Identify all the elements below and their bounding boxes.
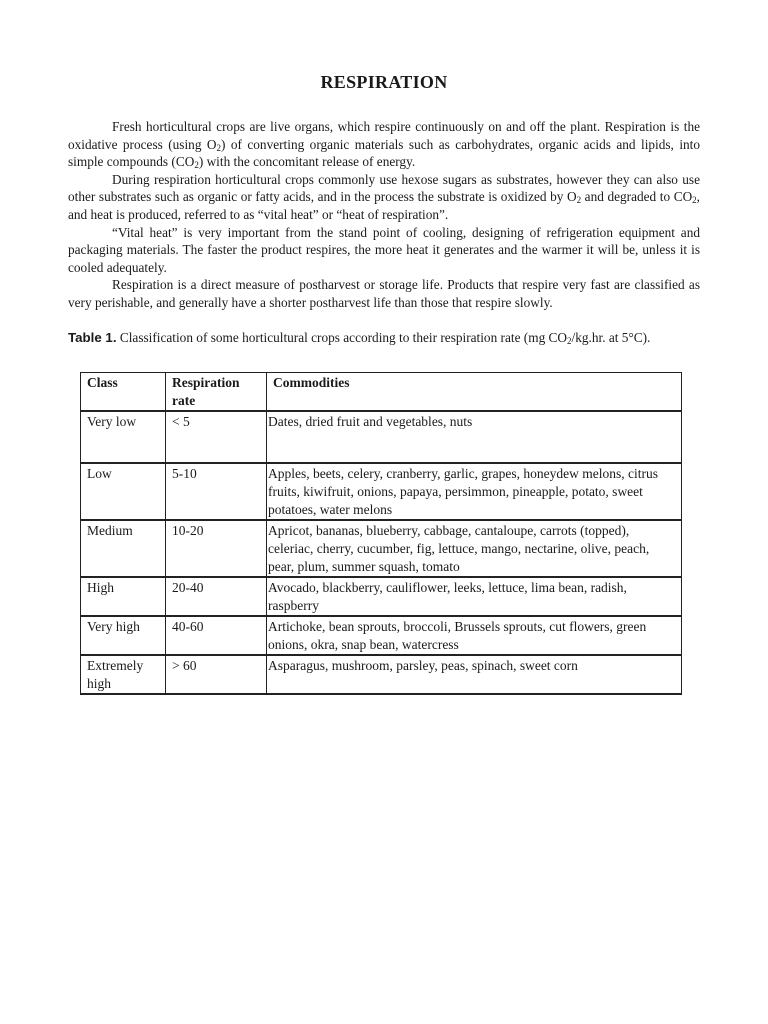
table-row bbox=[81, 520, 682, 577]
table-header-row bbox=[81, 373, 682, 412]
cell-commodities: Dates, dried fruit and vegetables, nuts bbox=[267, 411, 682, 463]
cell-commodities: Apples, beets, celery, cranberry, garlic, grapes, honeydew melons, citrus fruits, kiwifruit, onions, papaya, persimmon, pineapple, potato, sweet potatoes, water melons bbox=[267, 463, 682, 520]
table-row bbox=[81, 463, 682, 520]
table-caption-text: Classification of some horticultural crops according to their respiration rate (mg $CO_2/kg.hr$. at 5°C). bbox=[116, 330, 651, 346]
body-text bbox=[68, 118, 700, 312]
cell-rate: 20-40 bbox=[166, 577, 267, 616]
cell-class: Very high bbox=[81, 616, 166, 655]
cell-rate: 10-20 bbox=[166, 520, 267, 577]
subscript: 2 bbox=[692, 195, 697, 206]
cell-commodities: Asparagus, mushroom, parsley, peas, spinach, sweet corn bbox=[267, 655, 682, 694]
table-row bbox=[81, 411, 682, 463]
paragraph-4: Respiration is a direct measure of postharvest or storage life. Products that respire very fast are classified as very perishable, and generally have a shorter postharvest life than those that respire slowly. bbox=[68, 277, 700, 310]
table-row bbox=[81, 616, 682, 655]
cell-class: Extremely high bbox=[81, 655, 166, 694]
table-caption-label: Table 1. bbox=[68, 330, 117, 345]
cell-class: Medium bbox=[81, 520, 166, 577]
header-class: Class bbox=[81, 373, 166, 412]
cell-rate: > 60 bbox=[166, 655, 267, 694]
cell-commodities: Artichoke, bean sprouts, broccoli, Brussels sprouts, cut flowers, green onions, okra, snap bean, watercress bbox=[267, 616, 682, 655]
page-title: RESPIRATION bbox=[320, 72, 448, 92]
table-caption bbox=[68, 329, 700, 347]
paragraph-1: Fresh horticultural crops are live organs, which respire continuously on and off the plant. Respiration is the oxidative process (using $O_2$) of converting organic materials such as carbohydrates, organic acids and lipids, into simple compounds $(CO_2)$ with the concomitant release of energy. bbox=[68, 119, 701, 171]
header-respiration-rate: Respiration rate bbox=[166, 373, 267, 412]
respiration-table bbox=[80, 372, 682, 695]
subscript: 2 bbox=[194, 160, 199, 171]
cell-class: Low bbox=[81, 463, 166, 520]
cell-class: High bbox=[81, 577, 166, 616]
paragraph-2: During respiration horticultural crops commonly use hexose sugars as substrates, however they can also use other substrates such as organic or fatty acids, and in the process the substrate is oxidized by $O_2$ and degraded to $CO_2$, and heat is produced, referred to as “vital heat” or “heat of respiration”. bbox=[68, 171, 700, 222]
subscript: 2 bbox=[576, 195, 582, 206]
table-row bbox=[81, 655, 682, 694]
cell-commodities: Apricot, bananas, blueberry, cabbage, cantaloupe, carrots (topped), celeriac, cherry, cucumber, fig, lettuce, mango, nectarine, olive, peach, pear, plum, summer squash, tomato bbox=[267, 520, 682, 577]
cell-commodities: Avocado, blackberry, cauliflower, leeks, lettuce, lima bean, radish, raspberry bbox=[267, 577, 682, 616]
subscript: 2 bbox=[216, 142, 222, 153]
cell-rate: < 5 bbox=[166, 411, 267, 463]
paragraph-3: “Vital heat” is very important from the stand point of cooling, designing of refrigeration equipment and packaging materials. The faster the product respires, the more heat it generates and the warmer it will be, unless it is cooled adequately. bbox=[68, 224, 700, 275]
cell-rate: 40-60 bbox=[166, 616, 267, 655]
cell-rate: 5-10 bbox=[166, 463, 267, 520]
table-row bbox=[81, 577, 682, 616]
cell-class: Very low bbox=[81, 411, 166, 463]
header-commodities: Commodities bbox=[267, 373, 682, 412]
subscript: 2 bbox=[567, 336, 572, 346]
